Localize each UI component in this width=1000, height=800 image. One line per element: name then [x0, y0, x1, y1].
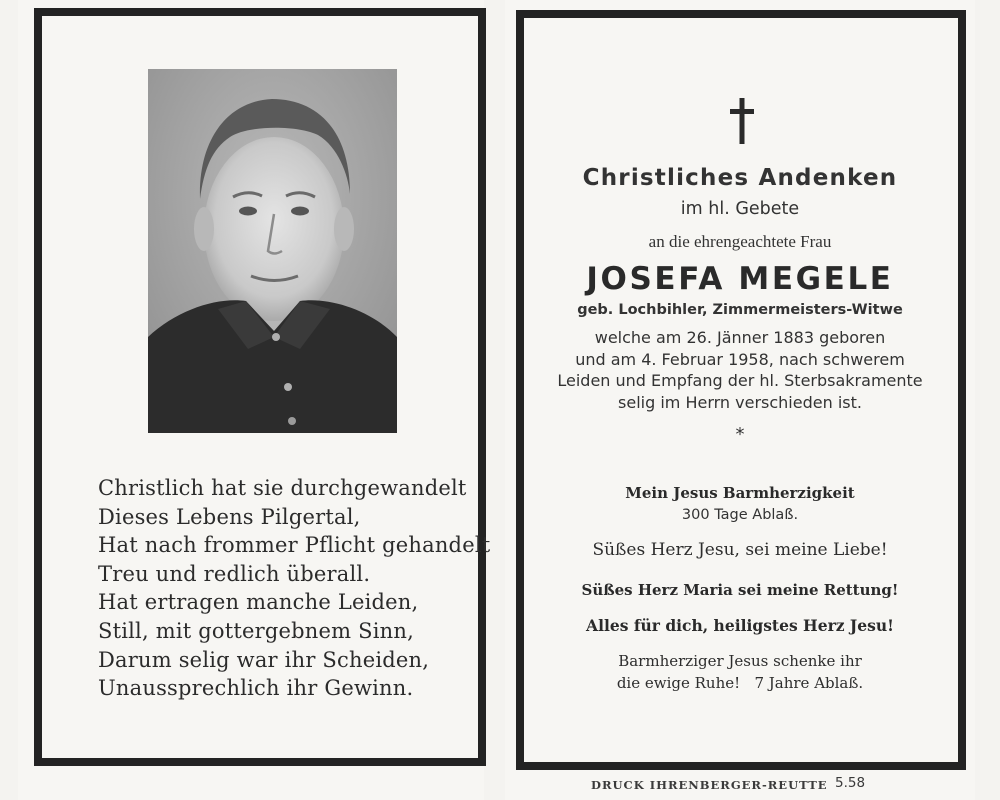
poem-line: Treu und redlich überall.: [98, 561, 371, 586]
poem-line: Christlich hat sie durchgewandelt: [98, 476, 467, 500]
portrait-photo: [148, 69, 397, 433]
printer-imprint: DRUCK IHRENBERGER-REUTTE: [591, 778, 828, 792]
prayer-herz-maria: Süßes Herz Maria sei meine Rettung!: [581, 581, 899, 599]
memorial-poem: [98, 474, 490, 703]
bio-line: und am 4. Februar 1958, nach schwerem: [575, 349, 905, 369]
memorial-card-right: [505, 0, 975, 800]
poem-line: Dieses Lebens Pilgertal,: [98, 504, 361, 529]
bio-line: welche am 26. Jänner 1883 geboren: [594, 328, 886, 347]
bio-line: Leiden und Empfang der hl. Sterbsakramente: [557, 371, 923, 390]
separator-asterisk: *: [735, 424, 745, 445]
indulgence-note: 300 Tage Ablaß.: [681, 507, 799, 523]
poem-line: Still, mit gottergebnem Sinn,: [98, 618, 414, 643]
prayer-ewige-ruhe: [505, 650, 975, 694]
prayer-alles-fuer-dich: Alles für dich, heiligstes Herz Jesu!: [586, 616, 894, 635]
maiden-name: geb. Lochbihler, Zimmermeisters-Witwe: [577, 302, 903, 318]
biography: [505, 327, 975, 413]
cross-icon: [730, 98, 754, 144]
poem-line: Darum selig war ihr Scheiden,: [98, 647, 430, 672]
prayer-mein-jesus: Mein Jesus Barmherzigkeit: [625, 484, 855, 502]
print-date: 5.58: [835, 775, 866, 791]
poem-line: Hat nach frommer Pflicht gehandelt: [98, 533, 491, 558]
memorial-card-left: [18, 0, 491, 800]
prayer-line: Barmherziger Jesus schenke ihr: [618, 652, 862, 670]
poem-line: Unaussprechlich ihr Gewinn.: [98, 676, 414, 701]
prayer-herz-jesu: Süßes Herz Jesu, sei meine Liebe!: [592, 540, 888, 560]
bio-line: selig im Herrn verschieden ist.: [618, 392, 862, 412]
card-subtitle: im hl. Gebete: [680, 199, 800, 219]
poem-line: Hat ertragen manche Leiden,: [98, 590, 419, 615]
deceased-name: JOSEFA MEGELE: [586, 261, 894, 297]
prayer-line: die ewige Ruhe! 7 Jahre Ablaß.: [616, 674, 864, 692]
card-title: Christliches Andenken: [582, 165, 898, 191]
dedication-line: an die ehrengeachtete Frau: [648, 232, 832, 251]
